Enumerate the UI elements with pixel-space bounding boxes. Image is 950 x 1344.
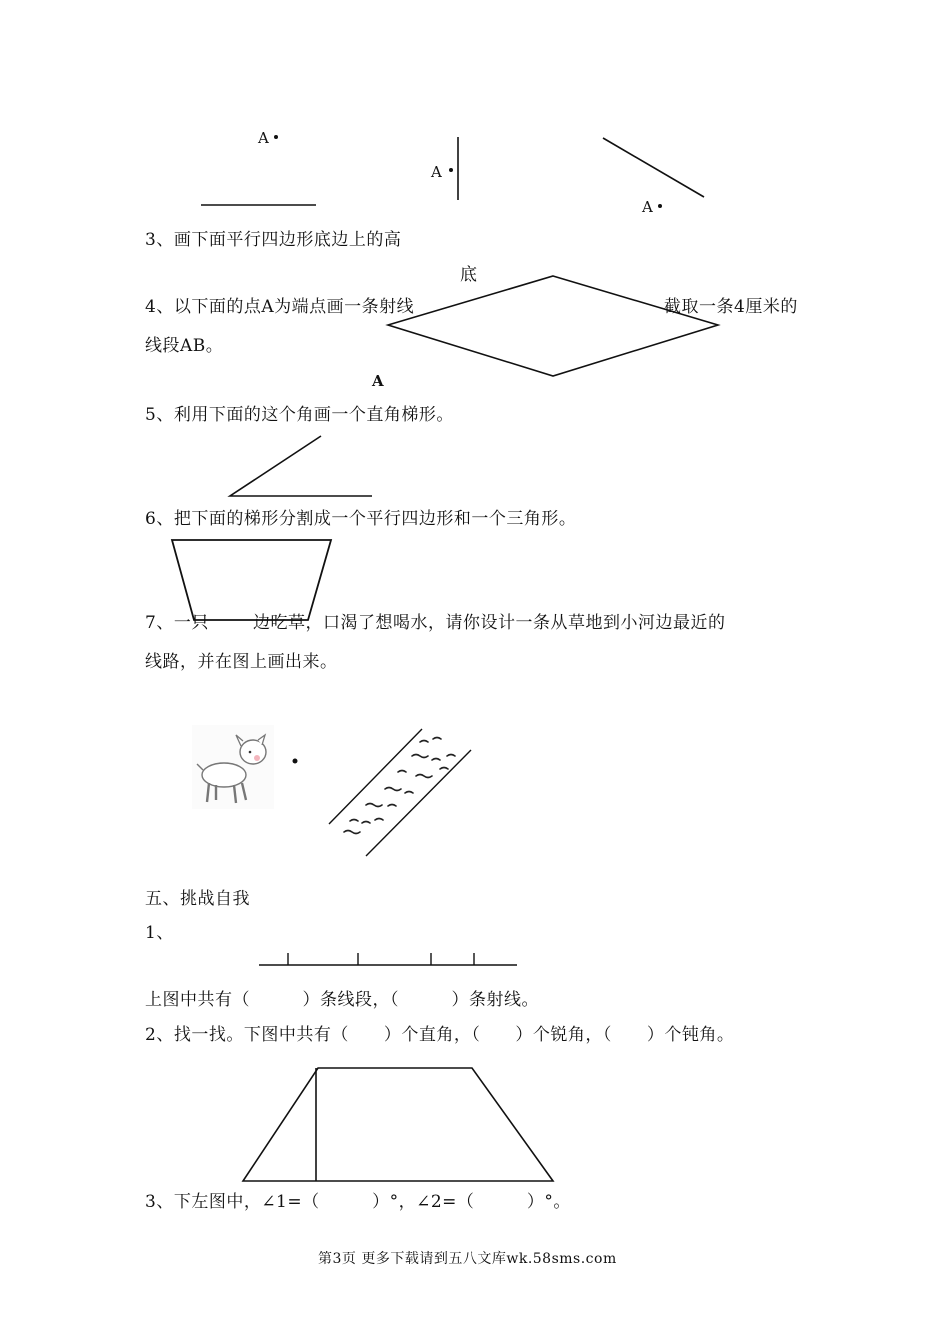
page-footer: 第3页 更多下载请到五八文库wk.58sms.com <box>318 1251 617 1267</box>
section-5-title: 五、挑战自我 <box>145 889 250 909</box>
question-7-line2: 线路，并在图上画出来。 <box>145 652 338 672</box>
question-5: 5、利用下面的这个角画一个直角梯形。 <box>145 405 454 425</box>
question-4-part2: 截取一条4厘米的 <box>664 297 798 317</box>
question-3: 3、画下面平行四边形底边上的高 <box>145 230 402 250</box>
section-5-q2-question: 2、找一找。下图中共有（ ）个直角，（ ）个锐角，（ ）个钝角。 <box>145 1025 735 1045</box>
parallelogram-shape <box>388 276 718 376</box>
fig1-point <box>274 135 278 139</box>
fig2-point <box>449 168 453 172</box>
goat-icon <box>192 725 274 809</box>
river-shape <box>329 729 471 856</box>
section-5-q1-label: 1、 <box>145 923 174 943</box>
section-5-q1-question: 上图中共有（ ）条线段，（ ）条射线。 <box>145 990 539 1010</box>
section-5-q3-question: 3、下左图中，∠1=（ ）°，∠2=（ ）°。 <box>145 1192 571 1212</box>
point-label-a2: A <box>431 163 443 181</box>
base-label: 底 <box>460 265 478 285</box>
point-label-a-ray: A <box>372 372 385 390</box>
point-label-a1: A <box>258 129 270 147</box>
fig3-point <box>658 204 662 208</box>
segment-line-figure <box>259 953 517 965</box>
question-7-part1: 7、一只 <box>145 613 209 633</box>
angle-count-figure <box>243 1068 553 1181</box>
grass-point <box>293 759 298 764</box>
question-7-part2: 边吃草，口渴了想喝水，请你设计一条从草地到小河边最近的 <box>253 613 726 633</box>
question-4-line2: 线段AB。 <box>145 336 224 356</box>
fig3-line <box>603 138 704 197</box>
point-label-a3: A <box>642 198 654 216</box>
angle-shape <box>230 436 372 496</box>
trapezoid-shape <box>172 540 331 620</box>
question-4-part1: 4、以下面的点A为端点画一条射线 <box>145 297 415 317</box>
question-6: 6、把下面的梯形分割成一个平行四边形和一个三角形。 <box>145 509 577 529</box>
